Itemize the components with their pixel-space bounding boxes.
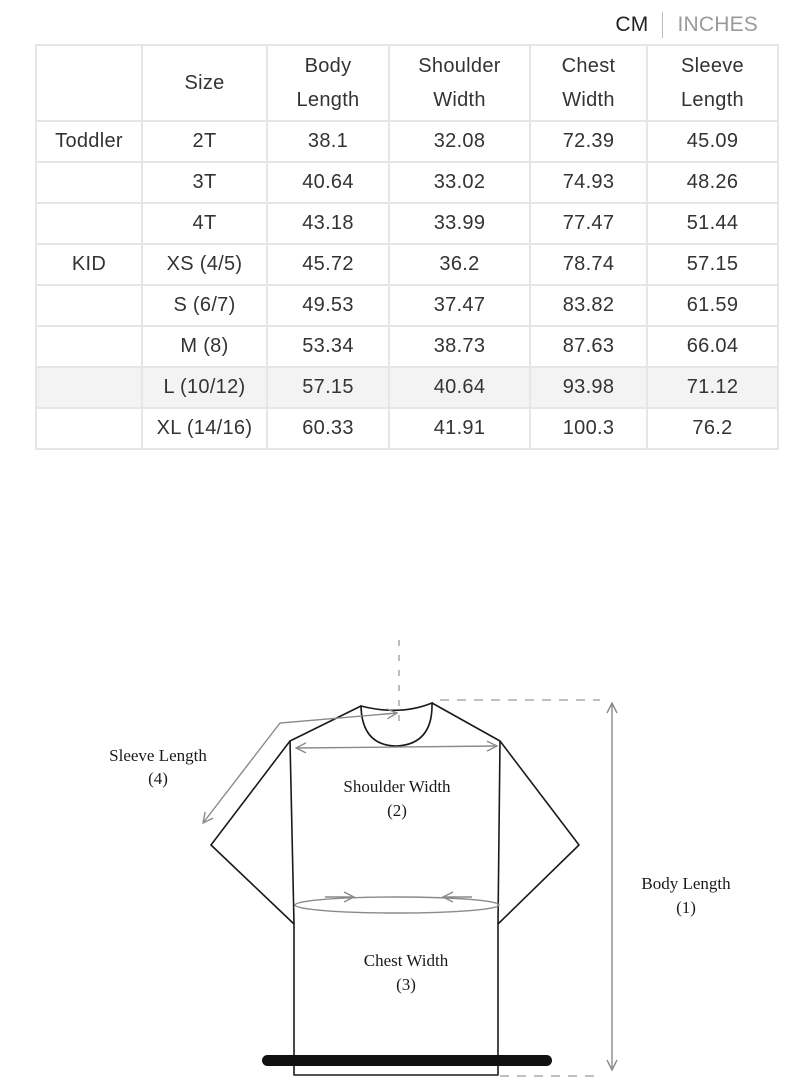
size-cell: 2T [142,121,267,162]
sleeve-length-number: (4) [148,769,168,788]
table-row [36,408,778,449]
header-sleeve-length: Sleeve Length [647,45,778,121]
chest-width-cell: 87.63 [530,326,647,367]
body-length-cell: 57.15 [267,367,389,408]
body-length-cell: 53.34 [267,326,389,367]
chest-width-loop-icon [295,897,499,913]
group-cell [36,326,142,367]
sleeve-length-label: Sleeve Length [109,746,207,765]
body-length-cell: 43.18 [267,203,389,244]
chest-width-cell: 100.3 [530,408,647,449]
chest-width-cell: 83.82 [530,285,647,326]
sleeve-length-cell: 61.59 [647,285,778,326]
size-cell: L (10/12) [142,367,267,408]
size-cell: XS (4/5) [142,244,267,285]
sleeve-length-cell: 48.26 [647,162,778,203]
shoulder-width-cell: 40.64 [389,367,530,408]
group-cell [36,162,142,203]
header-body-length: Body Length [267,45,389,121]
chest-width-cell: 72.39 [530,121,647,162]
size-cell: M (8) [142,326,267,367]
sleeve-length-cell: 51.44 [647,203,778,244]
sleeve-length-cell: 76.2 [647,408,778,449]
chest-width-cell: 77.47 [530,203,647,244]
group-cell [36,367,142,408]
unit-toggle [615,12,758,38]
header-chest-width: Chest Width [530,45,647,121]
header-size: Size [142,45,267,121]
shoulder-width-cell: 33.99 [389,203,530,244]
body-length-cell: 49.53 [267,285,389,326]
sleeve-length-cell: 71.12 [647,367,778,408]
sleeve-length-cell: 57.15 [647,244,778,285]
table-row [36,285,778,326]
sleeve-seam-right [498,741,500,924]
shoulder-width-cell: 36.2 [389,244,530,285]
unit-cm-button[interactable]: CM [615,13,649,36]
chest-width-cell: 93.98 [530,367,647,408]
unit-divider [662,12,663,38]
shoulder-width-cell: 37.47 [389,285,530,326]
body-length-cell: 40.64 [267,162,389,203]
sleeve-length-arrow-icon [203,713,397,823]
header-shoulder-width: Shoulder Width [389,45,530,121]
table-row [36,244,778,285]
shoulder-width-number: (2) [387,801,407,820]
table-row [36,121,778,162]
shoulder-width-arrow-icon [296,746,497,748]
shoulder-width-label: Shoulder Width [343,777,451,796]
group-cell [36,408,142,449]
black-bar [262,1055,552,1066]
header-group [36,45,142,121]
size-cell: 3T [142,162,267,203]
size-chart-table [35,44,779,450]
sleeve-length-cell: 45.09 [647,121,778,162]
chest-width-number: (3) [396,975,416,994]
table-row [36,326,778,367]
table-row [36,162,778,203]
sleeve-seam-left [290,741,294,924]
size-cell: 4T [142,203,267,244]
shoulder-width-cell: 41.91 [389,408,530,449]
table-row [36,203,778,244]
size-cell: XL (14/16) [142,408,267,449]
table-row-highlighted [36,367,778,408]
chest-width-cell: 74.93 [530,162,647,203]
shoulder-width-cell: 32.08 [389,121,530,162]
body-length-number: (1) [676,898,696,917]
group-cell [36,285,142,326]
body-length-label: Body Length [641,874,731,893]
size-cell: S (6/7) [142,285,267,326]
sleeve-length-cell: 66.04 [647,326,778,367]
group-cell [36,203,142,244]
chest-width-label: Chest Width [363,951,449,970]
body-length-cell: 38.1 [267,121,389,162]
table-header-row [36,45,778,121]
body-length-cell: 45.72 [267,244,389,285]
unit-inches-button[interactable]: INCHES [677,13,758,36]
tshirt-collar-icon [361,703,432,746]
body-length-cell: 60.33 [267,408,389,449]
shoulder-width-cell: 38.73 [389,326,530,367]
shoulder-width-cell: 33.02 [389,162,530,203]
group-cell: KID [36,244,142,285]
chest-width-cell: 78.74 [530,244,647,285]
tshirt-outline-icon [211,703,579,1075]
measurement-diagram [0,620,794,1080]
group-cell: Toddler [36,121,142,162]
